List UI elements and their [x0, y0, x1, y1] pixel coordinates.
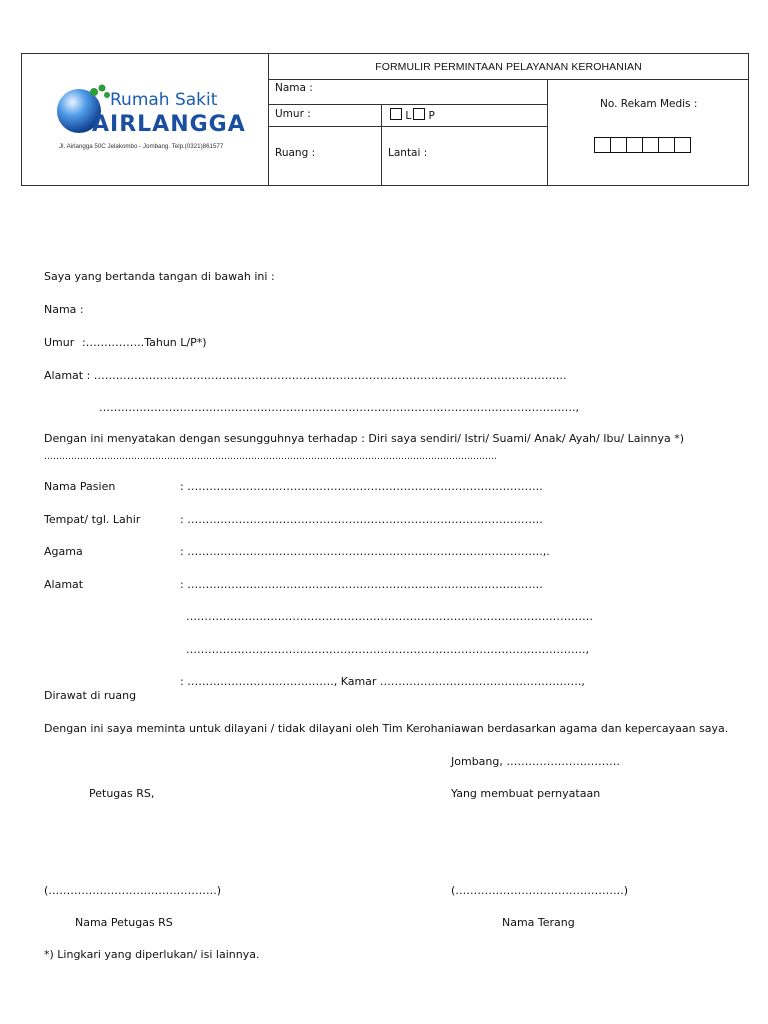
checkbox-p [413, 108, 425, 120]
hospital-logo-cell [22, 54, 269, 186]
umur-value: :…………….Tahun L/P*) [82, 336, 207, 349]
dirawat-label: Dirawat di ruang [44, 689, 137, 702]
statement-text: Dengan ini menyatakan dengan sesungguhnya terhadap : Diri saya sendiri/ Istri/ Suami/ Anak/ Ayah/ Ibu/ Lainnya *) [44, 432, 685, 445]
logo-line2: AIRLANGGA [92, 112, 246, 137]
intro-text: Saya yang bertanda tangan di bawah ini : [44, 270, 275, 283]
pasien-label-alamat: Alamat [44, 578, 84, 591]
rekam-medis-cell [548, 80, 749, 186]
footnote: *) Lingkari yang diperlukan/ isi lainnya. [44, 948, 260, 961]
umur-label: Umur [44, 336, 75, 349]
header-lantai-cell [382, 127, 548, 186]
gender-p-label: P [428, 110, 435, 122]
digit-box [626, 137, 643, 153]
header-ruang-label: Ruang : [275, 147, 316, 159]
form-header-table [21, 53, 749, 186]
alamat-line-2: …………………………………………………………………………………………………………………., [99, 401, 579, 414]
statement-dotted-line: ……………………………………………………………………………………………………………………………………. [44, 452, 497, 462]
green-dot-icon [90, 88, 98, 96]
nama-petugas-label: Nama Petugas RS [75, 916, 173, 929]
header-nama-cell [269, 80, 548, 105]
nama-label: Nama : [44, 303, 84, 316]
digit-box [658, 137, 675, 153]
kamar-line: : …………………………………., Kamar ………………………………………………., [180, 675, 585, 688]
digit-box [674, 137, 691, 153]
logo-line1: Rumah Sakit [110, 90, 218, 110]
gender-options [390, 108, 435, 122]
header-lantai-label: Lantai : [388, 147, 428, 159]
pasien-label-nama: Nama Pasien [44, 480, 116, 493]
digit-box [594, 137, 611, 153]
rekam-medis-digit-boxes [594, 137, 690, 156]
header-umur-label: Umur : [275, 108, 311, 120]
digit-box [642, 137, 659, 153]
signature-right: (……………………………………….) [451, 884, 629, 897]
pasien-label-agama: Agama [44, 545, 83, 558]
header-nama-label: Nama : [275, 82, 313, 94]
header-ruang-cell [269, 127, 382, 186]
pasien-alamat-extra-1: ………………………………………………………………………………………………… [186, 610, 593, 623]
header-umur-cell [269, 105, 382, 127]
signature-left: (……………………………………….) [44, 884, 222, 897]
pasien-value-nama: : ……………………………………………………………………………………. [180, 480, 543, 493]
pasien-value-alamat: : ……………………………………………………………………………………. [180, 578, 543, 591]
pasien-label-lahir: Tempat/ tgl. Lahir [44, 513, 141, 526]
alamat-line-1: Alamat : ………………………………………………………………………………………………………………… [44, 369, 567, 382]
rekam-medis-label: No. Rekam Medis : [600, 98, 698, 110]
hospital-logo [22, 54, 267, 182]
checkbox-l [390, 108, 402, 120]
petugas-label: Petugas RS, [89, 787, 155, 800]
green-dot-icon [99, 85, 106, 92]
pasien-value-agama: : …………………………………………………………………………………….,. [180, 545, 550, 558]
digit-box [610, 137, 627, 153]
request-text: Dengan ini saya meminta untuk dilayani / tidak dilayani oleh Tim Kerohaniawan berdasarkan agama dan kepercayaan saya. [44, 722, 729, 735]
jombang-date: Jombang, …………………………. [451, 755, 620, 768]
pembuat-label: Yang membuat pernyataan [451, 787, 601, 800]
form-title: FORMULIR PERMINTAAN PELAYANAN KEROHANIAN [269, 54, 749, 80]
logo-address: Jl. Airlangga 50C Jelakombo - Jombang. Telp.(0321)861577 [59, 143, 224, 150]
nama-terang-label: Nama Terang [502, 916, 575, 929]
header-gender-cell [382, 105, 548, 127]
pasien-alamat-extra-2: ………………………………………………………………………………………………., [186, 643, 589, 656]
pasien-value-lahir: : ……………………………………………………………………………………. [180, 513, 543, 526]
gender-l-label: L [405, 110, 412, 122]
